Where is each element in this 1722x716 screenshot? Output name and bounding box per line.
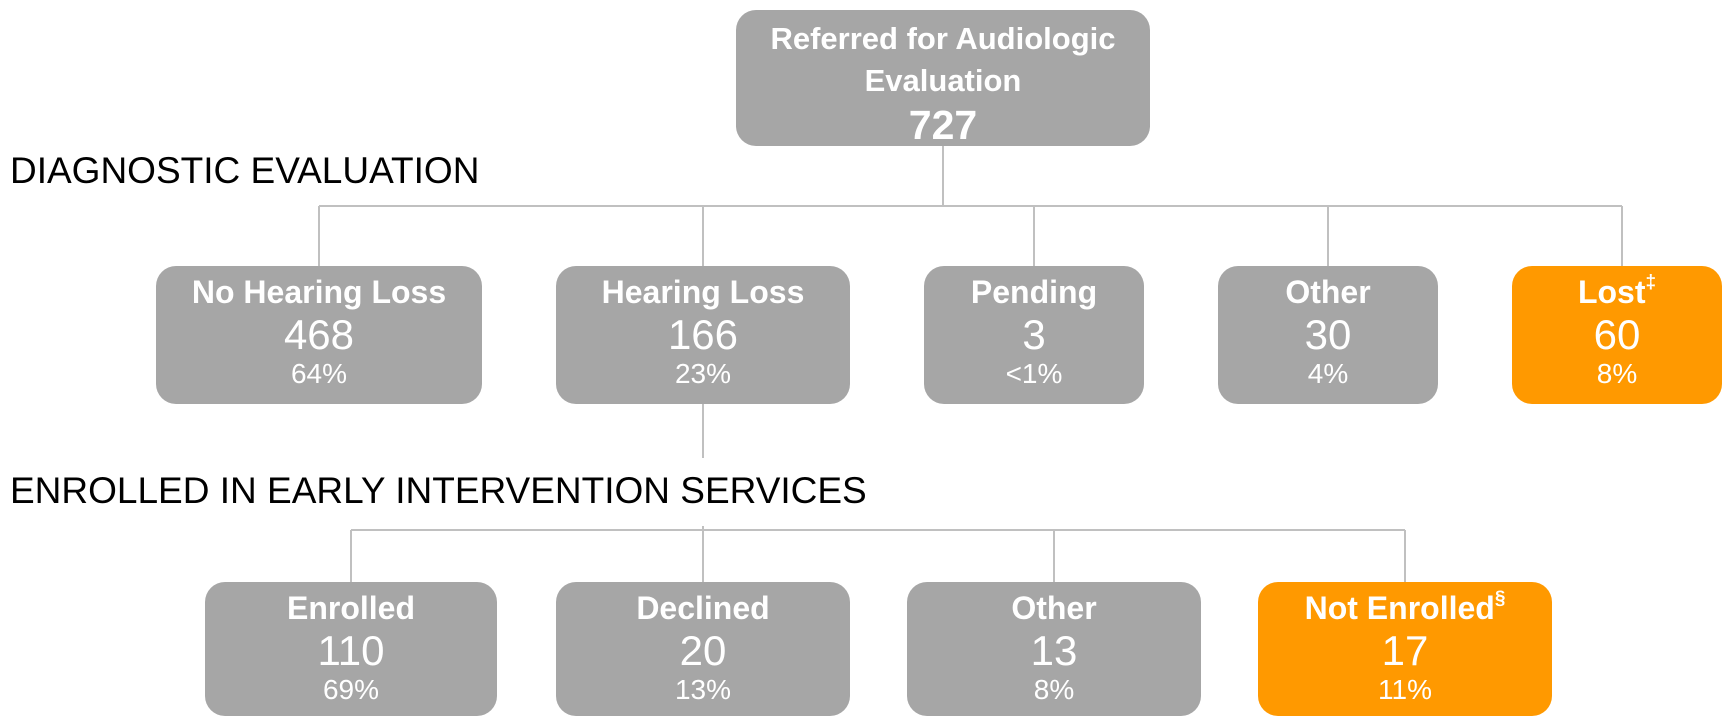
- box-title: Pending: [970, 274, 1098, 310]
- box-percent: 8%: [1033, 674, 1075, 705]
- declined-box: [556, 582, 850, 716]
- box-percent: 23%: [674, 358, 732, 389]
- referred-title: Referred for Audiologic Evaluation: [770, 21, 1116, 98]
- box-title-text: Not Enrolled: [1304, 590, 1495, 626]
- footnote-mark: ‡: [1645, 272, 1657, 293]
- box-title: Other: [1011, 590, 1097, 626]
- box-title-text: Lost: [1577, 274, 1646, 310]
- box-title: Declined: [636, 590, 770, 626]
- box-count: 468: [283, 311, 355, 358]
- other-diagnostic-box: [1218, 266, 1438, 404]
- diagnostic-section-label: DIAGNOSTIC EVALUATION: [10, 150, 480, 191]
- box-title: [1512, 272, 1722, 312]
- box-percent: 11%: [1378, 674, 1432, 705]
- referred-count: 727: [908, 102, 978, 148]
- box-percent: 13%: [674, 674, 732, 705]
- box-title: Other: [1285, 274, 1371, 310]
- footnote-mark: §: [1494, 588, 1506, 609]
- box-count: 17: [1381, 627, 1429, 674]
- box-count: 60: [1593, 311, 1641, 358]
- box-percent: 69%: [322, 674, 380, 705]
- box-percent: <1%: [1005, 358, 1063, 389]
- box-count: 166: [667, 311, 739, 358]
- lost-box: [1512, 266, 1722, 404]
- enrolled-section-label: ENROLLED IN EARLY INTERVENTION SERVICES: [10, 470, 867, 511]
- other-enrollment-box: [907, 582, 1201, 716]
- box-count: 20: [679, 627, 727, 674]
- hearing-loss-box: [556, 266, 850, 404]
- box-percent: 4%: [1307, 358, 1349, 389]
- no-hearing-loss-box: [156, 266, 482, 404]
- enrolled-box: [205, 582, 497, 716]
- box-count: 110: [317, 627, 385, 674]
- box-count: 3: [1022, 311, 1046, 358]
- box-count: 13: [1030, 627, 1078, 674]
- box-count: 30: [1304, 311, 1352, 358]
- box-title: [1258, 588, 1552, 628]
- not-enrolled-box: [1258, 582, 1552, 716]
- pending-box: [924, 266, 1144, 404]
- box-percent: 64%: [290, 358, 348, 389]
- box-percent: 8%: [1596, 358, 1638, 389]
- box-title: No Hearing Loss: [191, 274, 447, 310]
- box-title: Hearing Loss: [601, 274, 805, 310]
- referred-box: [736, 10, 1150, 146]
- box-title: Enrolled: [286, 590, 415, 626]
